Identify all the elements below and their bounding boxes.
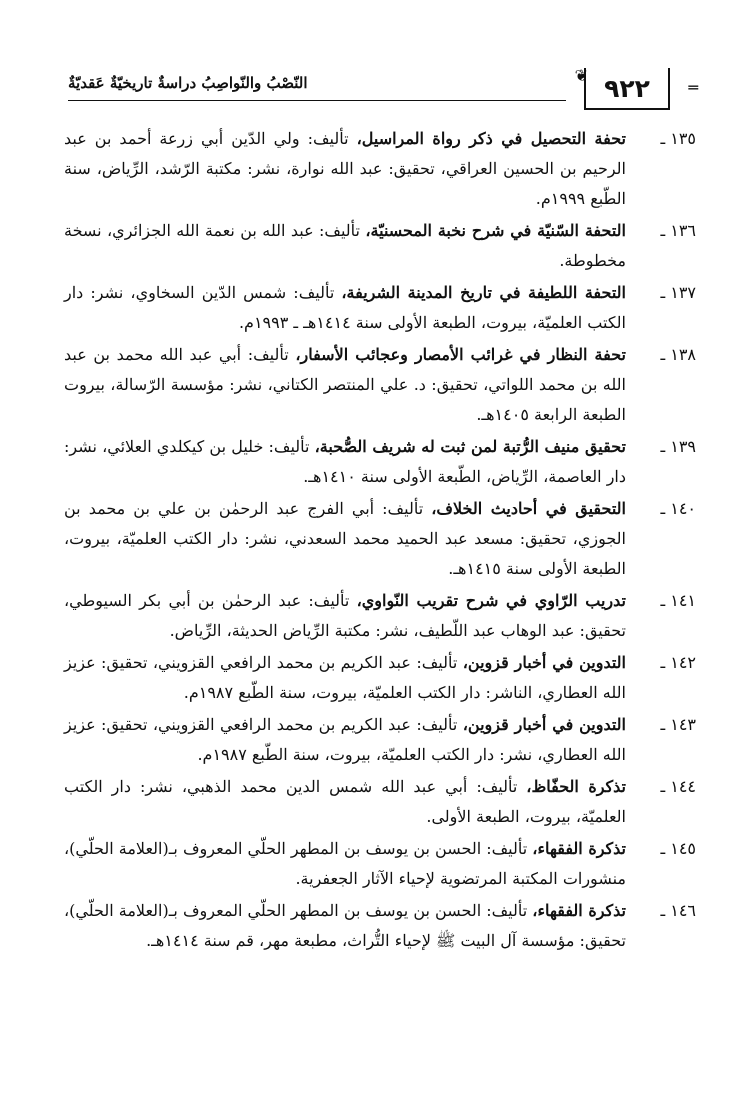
entry-title: التحفة اللطيفة في تاريخ المدينة الشريفة، [341, 283, 627, 302]
entry-body: تأليف: خليل بن كيكلدي العلائي، نشر: دار العاصمة، الرِّياض، الطّبعة الأولى سنة ١٤١٠هـ. [64, 437, 626, 486]
entry-body: تأليف: شمس الدّين السخاوي، نشر: دار الكتب العلميّة، بيروت، الطبعة الأولى سنة ١٤١٤هـ ـ ١٩٩٣م. [64, 283, 626, 332]
bibliography-entry [64, 710, 696, 770]
entry-title: تحفة النظار في غرائب الأمصار وعجائب الأسفار، [295, 345, 626, 364]
entry-number: ١٣٧ ـ [660, 283, 696, 302]
entry-body: تأليف: أبي عبد الله محمد بن عبد الله بن محمد اللواتي، تحقيق: د. علي المنتصر الكتاني، نشر: مؤسسة الرّسالة، بيروت الطبعة الرابعة ١٤٠٥هـ. [64, 345, 626, 424]
entry-number: ١٤٥ ـ [660, 839, 696, 858]
entry-title: تحفة التحصيل في ذكر رواة المراسيل، [356, 129, 627, 148]
entry-body: تأليف: عبد الرحمٰن بن أبي بكر السيوطي، تحقيق: عبد الوهاب عبد اللّطيف، نشر: مكتبة الرِّياض الحديثة، الرِّياض. [64, 591, 626, 640]
bibliography-entry [64, 648, 696, 708]
page-header [68, 64, 698, 116]
entry-title: تدريب الرّاوي في شرح تقريب النّواوي، [356, 591, 627, 610]
bibliography-entry [64, 278, 696, 338]
bibliography-list [64, 124, 696, 958]
bibliography-entry [64, 494, 696, 584]
entry-title: التدوين في أخبار قزوين، [462, 715, 627, 734]
bibliography-entry [64, 432, 696, 492]
bibliography-entry [64, 896, 696, 956]
bibliography-entry [64, 340, 696, 430]
entry-body: تأليف: عبد الكريم بن محمد الرافعي القزويني، تحقيق: عزيز الله العطاري، الناشر: دار الكتب العلميّة، بيروت، سنة الطّبع ١٩٨٧م. [64, 653, 626, 702]
entry-number: ١٣٥ ـ [660, 129, 696, 148]
entry-body: تأليف: الحسن بن يوسف بن المطهر الحلّي المعروف بـ(العلامة الحلّي)، منشورات المكتبة المرتضوية لإحياء الآثار الجعفرية. [63, 839, 626, 888]
entry-title: التدوين في أخبار قزوين، [462, 653, 627, 672]
entry-number: ١٤١ ـ [660, 591, 696, 610]
entry-number: ١٤٣ ـ [660, 715, 696, 734]
entry-number: ١٣٩ ـ [660, 437, 696, 456]
entry-number: ١٣٦ ـ [660, 221, 696, 240]
entry-title: تذكرة الحفّاظ، [526, 777, 626, 796]
ornament-icon: ═ [688, 78, 698, 97]
entry-title: تذكرة الفقهاء، [532, 901, 626, 920]
entry-body: تأليف: أبي الفرج عبد الرحمٰن بن علي بن محمد بن الجوزي، تحقيق: مسعد عبد الحميد محمد السعدني، نشر: دار الكتب العلميّة، بيروت، الطبعة الأولى سنة ١٤١٥هـ. [64, 499, 626, 578]
entry-title: تحقيق منيف الرُّتبة لمن ثبت له شريف الصُّحبة، [314, 437, 626, 456]
entry-body: تأليف: أبي عبد الله شمس الدين محمد الذهبي، نشر: دار الكتب العلميّة، بيروت، الطبعة الأولى. [64, 777, 626, 826]
running-title: النّصْبُ والنّواصِبُ دراسةٌ تاريخيّةٌ عَقديّةٌ [68, 74, 308, 92]
entry-number: ١٤٦ ـ [660, 901, 696, 920]
bibliography-entry [64, 586, 696, 646]
entry-number: ١٤٤ ـ [660, 777, 696, 796]
ornament-icon: ❦ [574, 66, 588, 85]
bibliography-entry [64, 216, 696, 276]
entry-body: تأليف: عبد الله بن نعمة الله الجزائري، نسخة مخطوطة. [64, 221, 626, 270]
entry-title: التحقيق في أحاديث الخلاف، [431, 499, 626, 518]
bibliography-entry [64, 772, 696, 832]
entry-title: تذكرة الفقهاء، [532, 839, 626, 858]
bibliography-entry [64, 124, 696, 214]
entry-number: ١٤٢ ـ [660, 653, 696, 672]
entry-title: التحفة السّنيّة في شرح نخبة المحسنيّة، [365, 221, 626, 240]
page-number-box [584, 68, 670, 110]
entry-number: ١٣٨ ـ [660, 345, 696, 364]
entry-body: تأليف: ولي الدّين أبي زرعة أحمد بن عبد الرحيم بن الحسين العراقي، تحقيق: عبد الله نوارة، نشر: مكتبة الرّشد، الرِّياض، سنة الطّبع ١٩٩٩م. [64, 129, 626, 208]
page-number: ٩٢٢ [604, 73, 650, 103]
entry-number: ١٤٠ ـ [660, 499, 696, 518]
entry-body: تأليف: عبد الكريم بن محمد الرافعي القزويني، تحقيق: عزيز الله العطاري، نشر: دار الكتب العلميّة، بيروت، سنة الطّبع ١٩٨٧م. [64, 715, 626, 764]
bibliography-entry [64, 834, 696, 894]
header-rule [68, 100, 566, 101]
entry-body: تأليف: الحسن بن يوسف بن المطهر الحلّي المعروف بـ(العلامة الحلّي)، تحقيق: مؤسسة آل البيت ﷺ لإحياء التُّراث، مطبعة مهر، قم سنة ١٤١٤هـ. [63, 901, 626, 950]
